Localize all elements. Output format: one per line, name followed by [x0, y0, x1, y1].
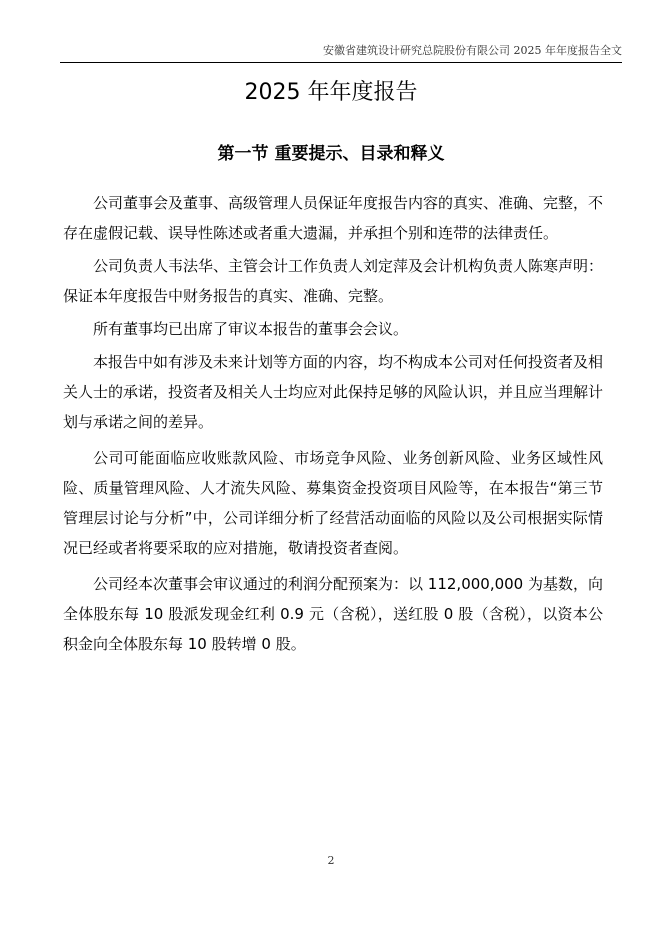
notice-paragraph: 公司负责人韦法华、主管会计工作负责人刘定萍及会计机构负责人陈寒声明：保证本年度报告中财务报告的真实、准确、完整。 [63, 257, 604, 305]
notice-body [63, 188, 603, 662]
report-title: 2025 年年度报告 [244, 80, 418, 105]
section-title: 第一节 重要提示、目录和释义 [217, 144, 445, 164]
header-divider [60, 62, 622, 63]
notice-paragraph: 公司可能面临应收账款风险、市场竞争风险、业务创新风险、业务区域性风险、质量管理风险、人才流失风险、募集资金投资项目风险等，在本报告“第三节 管理层讨论与分析”中，公司详细分析了经营活动面临的风险以及公司根据实际情况已经或者将要采取的应对措施，敬请投资者查阅。 [63, 449, 603, 557]
notice-paragraph: 本报告中如有涉及未来计划等方面的内容，均不构成本公司对任何投资者及相关人士的承诺，投资者及相关人士均应对此保持足够的风险认识，并且应当理解计划与承诺之间的差异。 [63, 353, 604, 431]
notice-paragraph: 所有董事均已出席了审议本报告的董事会会议。 [93, 320, 409, 338]
notice-paragraph: 公司董事会及董事、高级管理人员保证年度报告内容的真实、准确、完整，不存在虚假记载、误导性陈述或者重大遗漏，并承担个别和连带的法律责任。 [63, 194, 604, 242]
notice-paragraph: 公司经本次董事会审议通过的利润分配预案为：以 112,000,000 为基数，向全体股东每 10 股派发现金红利 0.9 元（含税），送红股 0 股（含税），以资本公积金向全体股东每 10 股转增 0 股。 [63, 575, 603, 653]
page-number: 2 [327, 854, 335, 867]
running-header: 安徽省建筑设计研究总院股份有限公司 2025 年年度报告全文 [323, 44, 622, 57]
